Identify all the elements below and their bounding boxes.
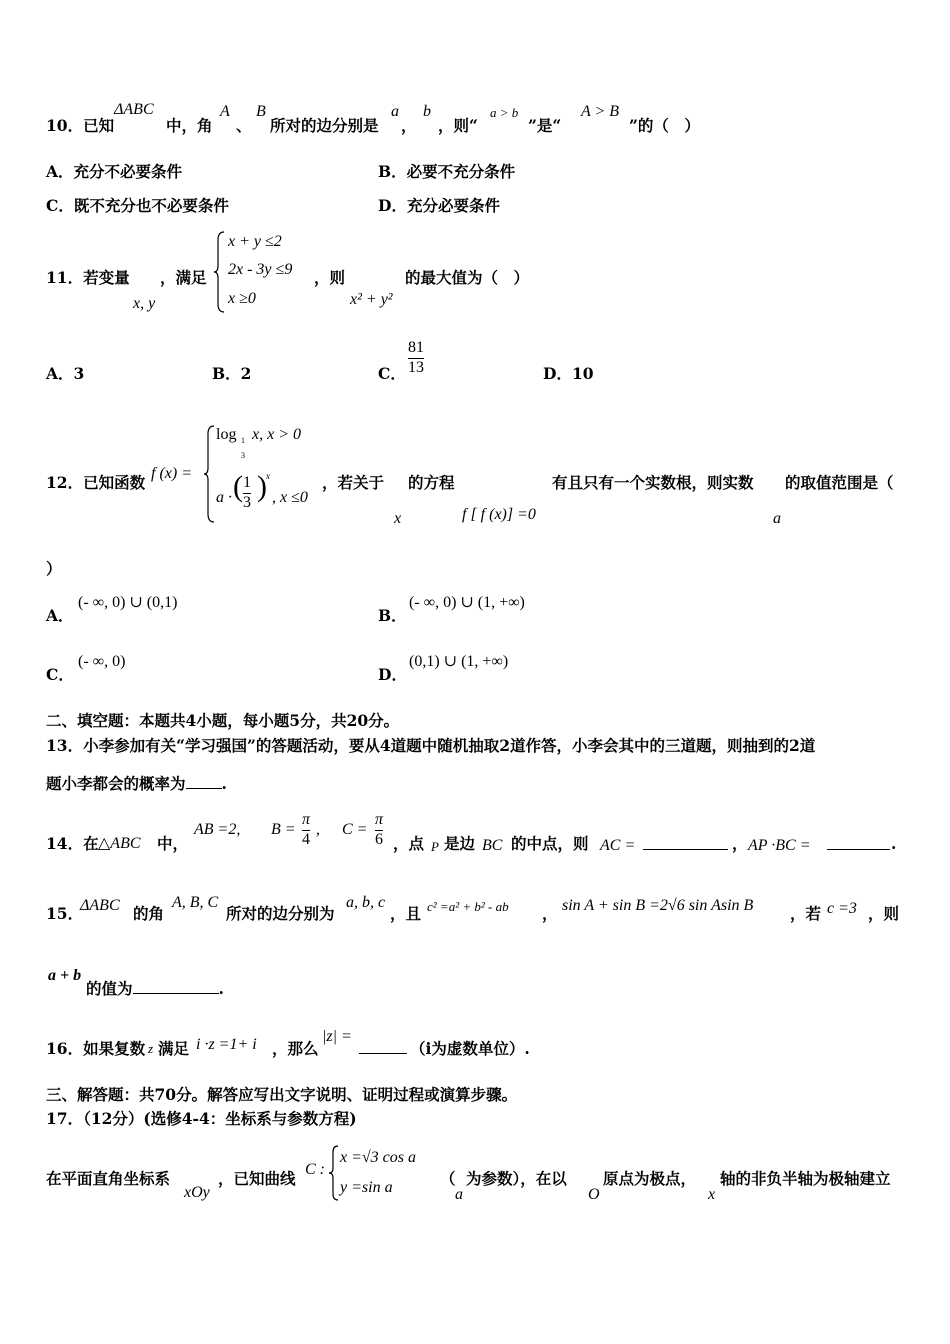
- q14-den-2: 6: [375, 830, 383, 848]
- section2-heading: 二、填空题：本题共4小题，每小题5分，共20分。: [46, 711, 400, 730]
- q14-end: .: [891, 834, 897, 853]
- q14-comma: ,: [316, 821, 320, 838]
- q11-mid2: ，则: [314, 268, 346, 287]
- q15-line2: [86, 981, 224, 997]
- q17-mid1: ，已知曲线: [218, 1169, 296, 1188]
- q10-angle-B: B: [256, 103, 266, 120]
- q11-option-c-den: 13: [408, 358, 424, 376]
- q17-mid4: 原点为极点，: [603, 1169, 697, 1188]
- q12-case2-num: 1: [243, 474, 251, 491]
- q10-prefix: 10．已知: [46, 116, 115, 135]
- q12-x: x: [394, 510, 402, 527]
- q17-curve-c: C :: [305, 1161, 325, 1178]
- q15-comma: ，: [542, 904, 558, 923]
- q12-case2-rest: , x ≤0: [272, 489, 308, 506]
- q10-option-b: B．必要不充分条件: [378, 162, 516, 181]
- q17-eq1: x =√3 cos a: [340, 1149, 417, 1166]
- q15-eq1: c² =a² + b² - ab: [427, 899, 509, 914]
- q12-suffix: 的取值范围是（: [785, 473, 894, 492]
- q12-fx: f (x) =: [151, 465, 192, 482]
- q13-line2: 题小李都会的概率为 .: [46, 774, 227, 793]
- q12-option-d-label: D．: [378, 665, 407, 684]
- q15-answer-blank: [133, 993, 219, 994]
- q10-angle-A: A: [220, 103, 230, 120]
- q15-eq2: sin A + sin B =2√6 sin Asin B: [562, 897, 754, 914]
- q15-mid1: 的角: [133, 904, 165, 923]
- q12-case2-exp: x: [266, 471, 270, 481]
- q15-mid2: 所对的边分别为: [226, 904, 335, 923]
- q14-frac-c: [375, 812, 383, 849]
- q10-option-a: A．充分不必要条件: [46, 162, 183, 181]
- q10-mid2: 所对的边分别是: [270, 116, 379, 135]
- q11-suffix: 的最大值为（ ）: [405, 268, 530, 287]
- q11-vars: x, y: [133, 295, 156, 312]
- q15-eq3: c =3: [827, 900, 857, 917]
- q10-comma: ，: [401, 116, 417, 135]
- q15-a-plus-b: a + b: [48, 967, 82, 984]
- q10-suffix: ”的（ ）: [629, 116, 700, 135]
- q12-option-b: (- ∞, 0) ∪ (1, +∞): [409, 594, 525, 611]
- q14-mid3: 是边: [444, 834, 476, 853]
- q12-close: ）: [46, 559, 62, 578]
- q15-mid5: ，则: [868, 904, 900, 923]
- q15-end: .: [218, 979, 224, 998]
- q11-option-c-label: C．: [378, 364, 406, 383]
- q12-case1-base: 1: [241, 436, 245, 445]
- q17-eq2: y =sin a: [340, 1179, 393, 1196]
- q12-case2-fraction: [243, 475, 251, 512]
- q14-frac-b: [302, 812, 310, 849]
- q11-eq1: x + y ≤2: [228, 233, 282, 250]
- q14-mid2: ，点: [393, 834, 425, 853]
- q13-line1: 13．小李参加有关“学习强国”的答题活动，要从4道题中随机抽取2道作答，小李会其中的三道题，则抽到的2道: [46, 736, 816, 755]
- q11-target: x² + y²: [350, 291, 393, 308]
- q12-case2-rparen: ): [257, 470, 267, 503]
- q17-mid2: （: [440, 1169, 456, 1188]
- q10-side-a: a: [391, 103, 399, 120]
- q13-answer-blank: [186, 788, 222, 789]
- q12-piecewise-brace: [204, 424, 216, 524]
- q17-system-brace: [328, 1144, 340, 1202]
- q12-case1-log: log: [216, 426, 237, 443]
- q12-option-c: (- ∞, 0): [78, 653, 126, 670]
- q14-pi-1: π: [302, 811, 311, 828]
- q14-cond3: C =: [342, 821, 368, 838]
- q14-ac: AC =: [600, 837, 636, 854]
- q14-cond2: B =: [271, 821, 296, 838]
- q17-suffix: 轴的非负半轴为极轴建立: [720, 1169, 891, 1188]
- q11-option-c-fraction: [408, 340, 424, 377]
- q12-case1-rest: x, x > 0: [252, 426, 301, 443]
- q11-option-d: D．10: [543, 364, 594, 383]
- q12-mid1: ，若关于: [322, 473, 385, 492]
- q16-mid2: ，那么: [272, 1039, 319, 1058]
- q12-option-c-label: C．: [46, 665, 74, 684]
- q10-mid1: 中，角: [166, 116, 213, 135]
- q10-option-d: D．充分必要条件: [378, 196, 500, 215]
- q12-option-a-label: A．: [46, 606, 74, 625]
- q11-eq3: x ≥0: [228, 290, 256, 307]
- q17-origin-o: O: [588, 1186, 600, 1203]
- q12-option-a: (- ∞, 0) ∪ (0,1): [78, 594, 178, 611]
- section3-heading: 三、解答题：共70分。解答应写出文字说明、证明过程或演算步骤。: [46, 1085, 518, 1104]
- q15-line2-text: 的值为: [86, 979, 133, 998]
- q15-mid4: ，若: [790, 904, 822, 923]
- q17-header: 17．（12分）(选修4-4：坐标系与参数方程): [46, 1109, 357, 1128]
- q12-a: a: [773, 510, 781, 527]
- q17-param-a: a: [455, 1186, 463, 1203]
- q16-mid1: 满足: [158, 1039, 190, 1058]
- q10-mid3: ，则“: [438, 116, 478, 135]
- q14-den-1: 4: [302, 830, 310, 848]
- q12-case2-den: 3: [243, 493, 251, 511]
- q14-answer-blank-2: [827, 838, 890, 850]
- q16-prefix: 16．如果复数: [46, 1039, 146, 1058]
- q12-case1-base-den: 3: [241, 451, 245, 460]
- q11-eq2: 2x - 3y ≤9: [228, 261, 293, 278]
- q12-mid3: 有且只有一个实数根，则实数: [552, 473, 754, 492]
- q10-cond2: A > B: [581, 103, 620, 120]
- q15-triangle: ΔABC: [80, 897, 120, 914]
- q15-sides: a, b, c: [346, 894, 386, 911]
- q11-option-c-num: 81: [408, 339, 424, 356]
- q15-prefix: 15．: [46, 904, 84, 923]
- q17-x: x: [708, 1186, 716, 1203]
- q14-prefix: 14．在: [46, 834, 99, 853]
- q11-system-brace: [214, 230, 226, 314]
- q14-bc: BC: [482, 837, 503, 854]
- q12-mid2: 的方程: [408, 473, 455, 492]
- q14-pi-2: π: [375, 811, 384, 828]
- q12-prefix: 12．已知函数: [46, 473, 146, 492]
- q15-mid3: ，且: [390, 904, 422, 923]
- q13-line2-text: 题小李都会的概率为: [46, 774, 186, 793]
- q14-answer-blank-1: [643, 838, 728, 850]
- q14-sep: ，: [732, 834, 748, 853]
- q12-case2-a: a ·: [216, 489, 232, 506]
- q11-mid1: ，满足: [160, 268, 207, 287]
- q11-prefix: 11．若变量: [46, 268, 130, 287]
- q14-mid4: 的中点，则: [511, 834, 589, 853]
- q17-xoy: xOy: [184, 1184, 210, 1201]
- q15-angles: A, B, C: [172, 894, 219, 911]
- q11-option-b: B．2: [212, 364, 252, 383]
- q16-answer-blank: [359, 1042, 407, 1054]
- q14-apbc: AP ·BC =: [748, 837, 811, 854]
- q14-point-p: P: [431, 839, 439, 854]
- q10-option-c: C．既不充分也不必要条件: [46, 196, 229, 215]
- q12-option-b-label: B．: [378, 606, 407, 625]
- q12-option-d: (0,1) ∪ (1, +∞): [409, 653, 509, 670]
- q17-mid3: 为参数），在以: [466, 1169, 567, 1188]
- q16-equation: i ·z =1+ i: [196, 1036, 257, 1053]
- q16-suffix: （i为虚数单位）.: [410, 1039, 530, 1058]
- q16-abs-z: |z| =: [322, 1028, 352, 1045]
- q10-triangle: ΔABC: [114, 101, 154, 118]
- q10-cond1: a > b: [490, 105, 519, 120]
- q10-side-b: b: [423, 103, 431, 120]
- q11-option-a: A．3: [46, 364, 85, 383]
- q10-sep: 、: [236, 116, 252, 135]
- q16-z: z: [148, 1041, 154, 1056]
- q14-triangle: △ABC: [98, 835, 141, 852]
- q12-case2-lparen: (: [233, 470, 243, 503]
- q14-cond1: AB =2,: [194, 821, 241, 838]
- q12-equation: f [ f (x)] =0: [462, 506, 536, 523]
- q14-mid1: 中，: [157, 834, 189, 853]
- q17-prefix: 在平面直角坐标系: [46, 1169, 171, 1188]
- q10-mid4: ”是“: [528, 116, 562, 135]
